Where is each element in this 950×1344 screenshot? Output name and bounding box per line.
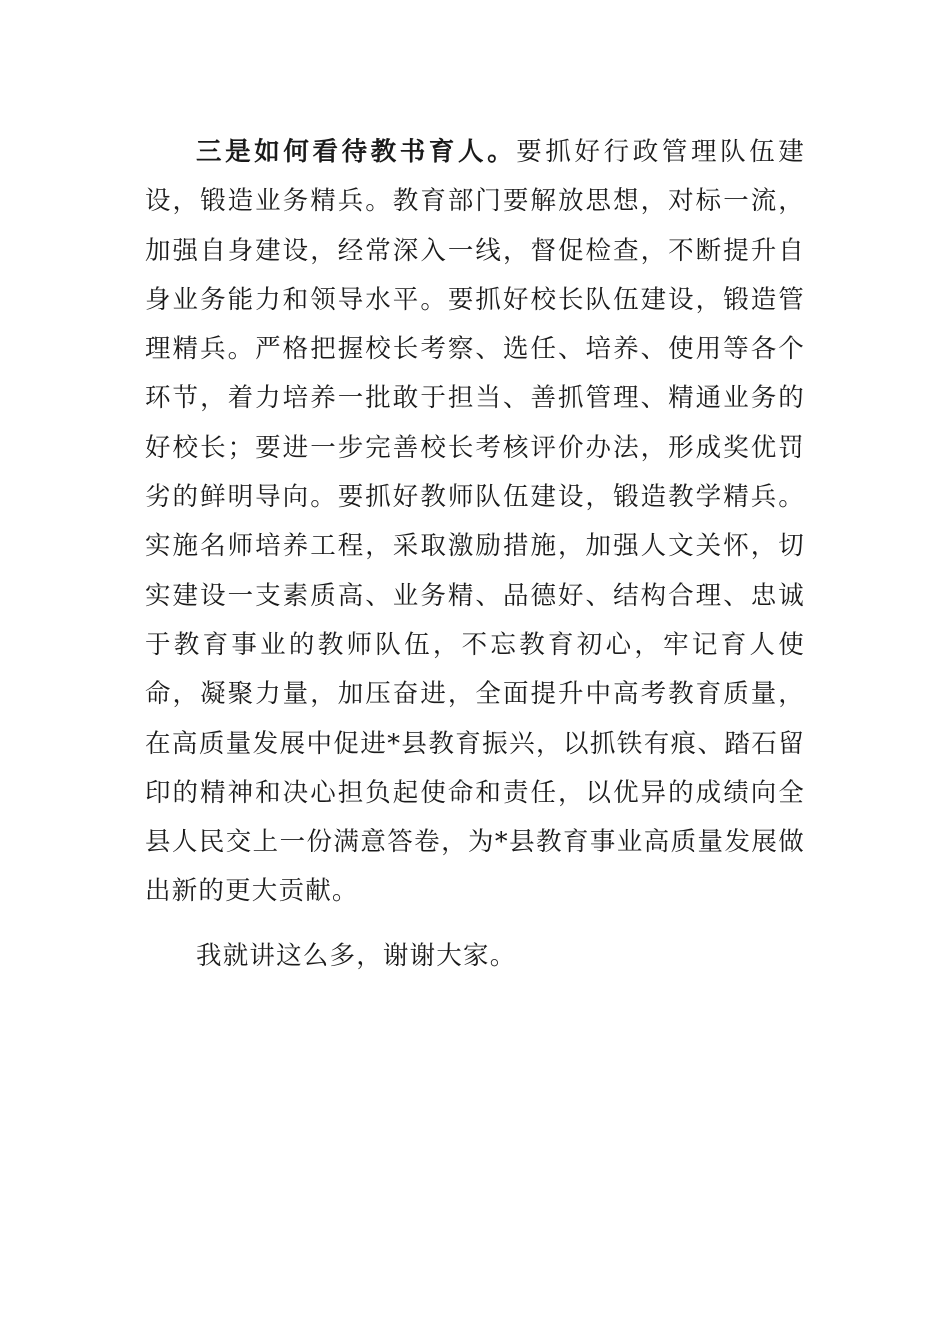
- paragraph-lead-heading: 三是如何看待教书育人。: [196, 137, 517, 167]
- paragraph-education: [145, 128, 805, 917]
- paragraph-body-text: 要抓好行政管理队伍建设，锻造业务精兵。教育部门要解放思想，对标一流，加强自身建设，经常深入一线，督促检查，不断提升自身业务能力和领导水平。要抓好校长队伍建设，锻造管理精兵。严格把握校长考察、选任、培养、使用等各个环节，着力培养一批敢于担当、善抓管理、精通业务的好校长；要进一步完善校长考核评价办法，形成奖优罚劣的鲜明导向。要抓好教师队伍建设，锻造教学精兵。实施名师培养工程，采取激励措施，加强人文关怀，切实建设一支素质高、业务精、品德好、结构合理、忠诚于教育事业的教师队伍，不忘教育初心，牢记育人使命，凝聚力量，加压奋进，全面提升中高考教育质量，在高质量发展中促进*县教育振兴，以抓铁有痕、踏石留印的精神和决心担负起使命和责任，以优异的成绩向全县人民交上一份满意答卷，为*县教育事业高质量发展做出新的更大贡献。: [145, 137, 805, 907]
- paragraph-closing: [145, 932, 805, 981]
- document-body: [145, 128, 805, 981]
- closing-remark-text: 我就讲这么多，谢谢大家。: [196, 940, 517, 971]
